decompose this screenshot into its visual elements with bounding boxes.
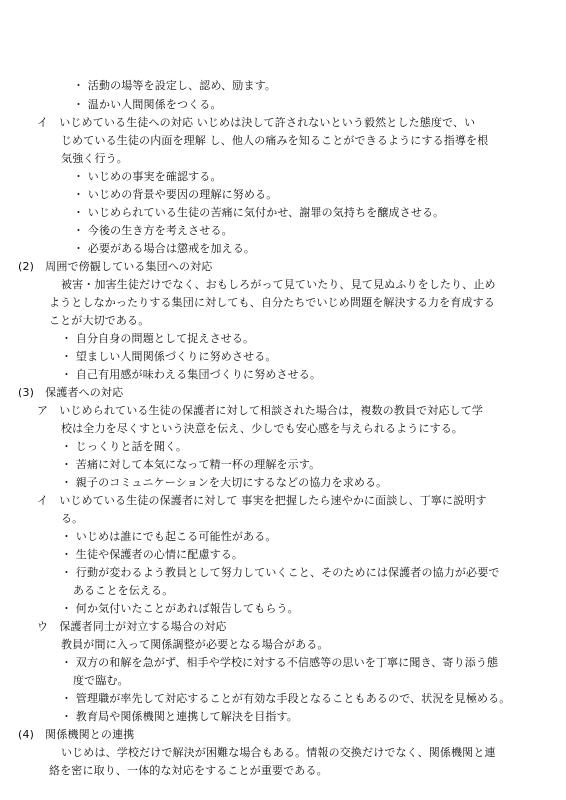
paragraph-line: ことが大切である。 bbox=[49, 314, 150, 327]
paragraph-line: 度で臨む。 bbox=[73, 674, 129, 687]
bullet-line: ・ 活動の場等を設定し、認め、励ます。 bbox=[73, 79, 277, 92]
paragraph-line: 校は全力を尽くすという決意を伝え、少しでも安心感を与えられるようにする。 bbox=[61, 422, 464, 435]
paragraph-line: あることを伝える。 bbox=[73, 584, 174, 597]
bullet-line: ・ 何か気付いたことがあれば報告してもらう。 bbox=[61, 602, 299, 615]
subsection-heading: イ いじめている生徒への対応 いじめは決して許されないという毅然とした態度で、い bbox=[37, 116, 476, 129]
subsection-heading: ア いじめられている生徒の保護者に対して相談された場合は，複数の教員で対応して学 bbox=[37, 404, 483, 417]
paragraph-line: 被害・加害生徒だけでなく、おもしろがって見ていたり、見て見ぬふりをしたり、止め bbox=[61, 278, 496, 291]
bullet-line: ・ 温かい人間関係をつくる。 bbox=[73, 98, 222, 111]
paragraph-line: いじめは、学校だけで解決が困難な場合もある。情報の交換だけでなく、関係機関と連 bbox=[61, 746, 496, 759]
bullet-line: ・ いじめの事実を確認する。 bbox=[73, 170, 222, 183]
section-heading: (4) 関係機関との連携 bbox=[18, 728, 135, 741]
bullet-line: ・ 親子のコミュニケーションを大切にするなどの協力を求める。 bbox=[61, 476, 388, 489]
bullet-line: ・ 双方の和解を急がず、相手や学校に対する不信感等の思いを丁寧に聞き、寄り添う態 bbox=[61, 656, 499, 669]
bullet-line: ・ 自己有用感が味わえる集団づくりに努めさせる。 bbox=[61, 368, 322, 381]
paragraph-line: ようとしなかったりする集団に対しても、自分たちでいじめ問題を解決する力を育成する bbox=[49, 296, 495, 309]
bullet-line: ・ 行動が変わるよう教員として努力していくこと、そのためには保護者の協力が必要で bbox=[61, 566, 500, 579]
section-heading: (2) 周囲で傍観している集団への対応 bbox=[18, 260, 213, 273]
paragraph-line: 教員が間に入って関係調整が必要となる場合がある。 bbox=[61, 638, 329, 651]
bullet-line: ・ 管理職が率先して対応することが有効な手段となることもあるので、状況を見極める。 bbox=[61, 692, 511, 705]
bullet-line: ・ じっくりと話を聞く。 bbox=[61, 440, 188, 453]
paragraph-line: 気強く行う。 bbox=[61, 152, 128, 165]
bullet-line: ・ いじめは誰にでも起こる可能性がある。 bbox=[61, 530, 277, 543]
paragraph-line: る。 bbox=[61, 512, 84, 525]
bullet-line: ・ 望ましい人間関係づくりに努めさせる。 bbox=[61, 350, 277, 363]
subsection-heading: ウ 保護者同士が対立する場合の対応 bbox=[37, 620, 227, 633]
bullet-line: ・ 苦痛に対して本気になって精一杯の理解を示す。 bbox=[61, 458, 321, 471]
bullet-line: ・ いじめの背景や要因の理解に努める。 bbox=[73, 188, 278, 201]
bullet-line: ・ 今後の生き方を考えさせる。 bbox=[73, 224, 233, 237]
bullet-line: ・ 自分自身の問題として捉えさせる。 bbox=[61, 332, 255, 345]
bullet-line: ・ 生徒や保護者の心情に配慮する。 bbox=[61, 548, 244, 561]
paragraph-line: 絡を密に取り、一体的な対応をすることが重要である。 bbox=[49, 764, 328, 777]
bullet-line: ・ いじめられている生徒の苦痛に気付かせ、謝罪の気持ちを醸成させる。 bbox=[73, 206, 445, 219]
bullet-line: ・ 教育局や関係機関と連携して解決を目指す。 bbox=[61, 710, 298, 723]
subsection-heading: イ いじめている生徒の保護者に対して 事実を把握したら速やかに面談し、丁寧に説明す bbox=[37, 494, 487, 507]
bullet-line: ・ 必要がある場合は懲戒を加える。 bbox=[73, 242, 256, 255]
section-heading: (3) 保護者への対応 bbox=[18, 386, 124, 399]
paragraph-line: じめている生徒の内面を理解 し、他人の痛みを知ることができるようにする指導を根 bbox=[61, 134, 489, 147]
